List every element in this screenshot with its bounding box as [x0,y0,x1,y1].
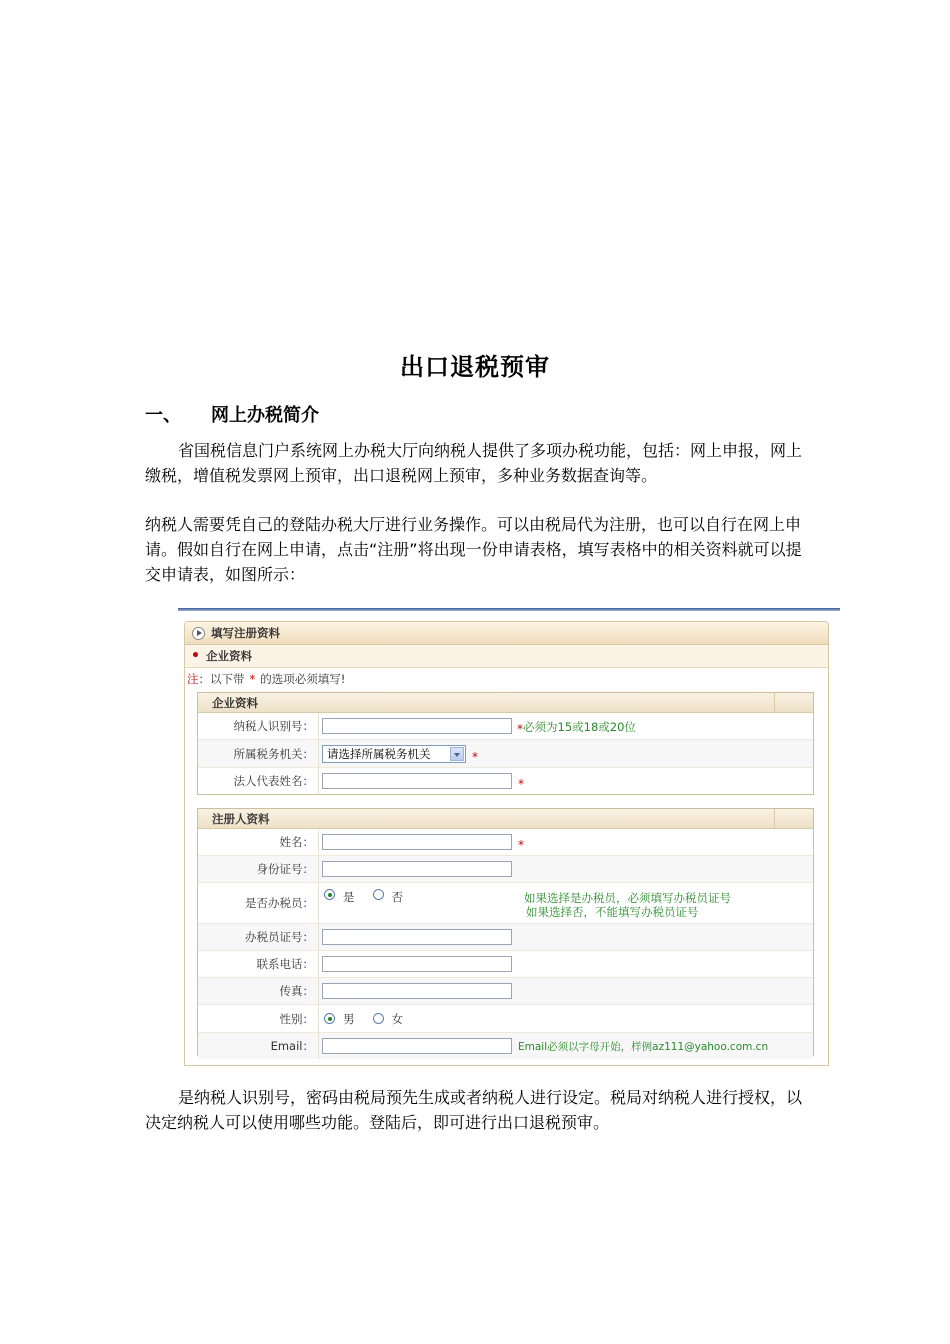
legal-rep-label: 法人代表姓名： [198,768,319,794]
note-star: * [249,672,256,686]
taxpayer-id-label: 纳税人识别号： [198,713,319,739]
clerk-no-label-text: 办税员证号： [198,924,319,950]
id-card-input[interactable] [322,861,512,877]
name-field-cell [319,829,813,855]
phone-field-cell [319,951,813,977]
registration-panel [184,621,829,1066]
fax-input[interactable] [322,983,512,999]
tax-office-row [198,740,813,768]
clerk-no-input[interactable] [322,929,512,945]
tax-office-label: 所属税务机关： [198,740,319,767]
clerk-yes-label: 是 [343,890,355,904]
taxpayer-id-field-cell [319,713,813,739]
bullet-dot-icon: • [191,648,200,664]
section-title: 网上办税简介 [211,405,319,426]
email-input[interactable] [322,1038,512,1054]
company-subheader [185,645,828,668]
clerk-no-label: 否 [391,890,403,904]
gender-female-label: 女 [391,1011,403,1026]
registrant-box-title [198,809,813,829]
is-clerk-field-cell [319,883,813,923]
is-clerk-row [198,883,813,924]
section-heading [145,401,319,427]
legal-rep-input[interactable] [322,773,512,789]
company-info-box [197,692,814,795]
gender-male-radio[interactable] [324,1013,335,1024]
phone-label: 联系电话： [198,951,319,977]
gender-label: 性别： [198,1005,319,1032]
registrant-info-box [197,808,814,1056]
clerk-no-radio[interactable] [373,889,384,900]
fax-row [198,978,813,1005]
tax-office-field-cell [319,740,813,767]
paragraph-login: 是纳税人识别号，密码由税局预先生成或者纳税人进行设定。税局对纳税人进行授权，以决定纳税人可以使用哪些功能。登陆后，即可进行出口退税预审。 [145,1088,803,1132]
phone-input[interactable] [322,956,512,972]
registration-form-screenshot [178,608,840,1066]
panel-header [185,622,828,645]
play-circle-icon [192,627,205,640]
id-card-row [198,856,813,883]
header-separator [774,693,775,712]
legal-rep-field-cell [319,768,813,794]
name-input[interactable] [322,834,512,850]
clerk-hint-line-2: 如果选择否，不能填写办税员证号 [526,905,699,919]
chevron-down-icon[interactable] [450,747,464,761]
taxpayer-id-input[interactable] [322,718,512,734]
fax-label: 传真： [198,978,319,1004]
note-suffix: 的选项必须填写! [260,672,346,686]
required-star: * [518,777,524,791]
taxpayer-id-row [198,713,813,740]
email-label: Email： [198,1033,319,1059]
note-prefix: 注 [187,672,199,686]
fax-field-cell [319,978,813,1004]
clerk-no-field-cell [319,924,813,950]
legal-rep-row [198,768,813,794]
gender-row [198,1005,813,1033]
gender-male-label: 男 [343,1011,355,1026]
is-clerk-label: 是否办税员： [198,883,319,923]
email-field-cell [319,1033,813,1059]
email-row [198,1033,813,1059]
gender-field-cell [319,1005,813,1032]
note-mid: ：以下带 [198,672,245,686]
company-box-title [198,693,813,713]
tax-office-selected: 请选择所属税务机关 [327,746,431,761]
clerk-hint [524,891,731,919]
gender-female-radio[interactable] [373,1013,384,1024]
email-hint: Email必须以字母开始，样例az111@yahoo.com.cn [518,1040,769,1053]
section-number: 一、 [145,405,181,426]
header-separator [774,809,775,828]
clerk-yes-radio[interactable] [324,889,335,900]
document-title: 出口退税预审 [400,353,550,381]
paragraph-intro: 省国税信息门户系统网上办税大厅向纳税人提供了多项办税功能，包括：网上申报，网上缴税，增值税发票网上预审，出口退税网上预审，多种业务数据查询等。 [145,441,803,485]
company-box-title-text: 企业资料 [212,695,258,710]
taxpayer-id-hint: 必须为15或18或20位 [523,720,636,734]
clerk-hint-line-1: 如果选择是办税员，必须填写办税员证号 [524,891,731,905]
paragraph-register: 纳税人需要凭自己的登陆办税大厅进行业务操作。可以由税局代为注册，也可以自行在网上申请。假如自行在网上申请，点击“注册”将出现一份申请表格，填写表格中的相关资料就可以提交申请表，如图所示： [145,515,802,584]
tax-office-select[interactable] [322,745,466,763]
subheader-title: 企业资料 [205,649,252,663]
figure-top-border [178,608,840,611]
panel-header-title: 填写注册资料 [211,626,280,640]
registrant-box-title-text: 注册人资料 [212,811,270,826]
required-note [185,668,828,690]
clerk-no-row [198,924,813,951]
name-label: 姓名： [198,829,319,855]
id-card-label: 身份证号： [198,856,319,882]
phone-row [198,951,813,978]
required-star: * [518,838,524,852]
id-card-field-cell [319,856,813,882]
required-star: * [517,722,523,736]
name-row [198,829,813,856]
required-star: * [472,749,478,764]
